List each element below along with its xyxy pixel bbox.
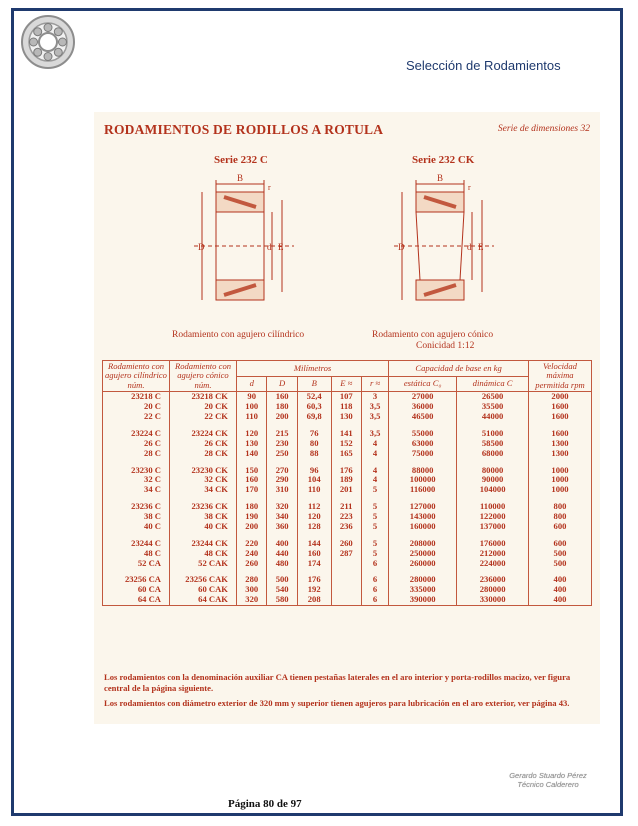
table-cell: 240 <box>237 549 267 559</box>
header-static: estática C₀ <box>389 376 457 392</box>
table-cell: 3,5 <box>361 412 388 422</box>
table-cell: 27000 <box>389 392 457 402</box>
table-cell: 287 <box>331 549 361 559</box>
table-cell: 80 <box>297 439 331 449</box>
caption-conical: Rodamiento con agujero cónico <box>372 330 494 340</box>
table-cell: 28 CK <box>170 449 237 459</box>
table-cell: 76 <box>297 429 331 439</box>
table-cell: 23224 CK <box>170 429 237 439</box>
table-row <box>103 559 592 569</box>
caption-taper: Conicidad 1:12 <box>416 341 475 351</box>
table-cell: 26 CK <box>170 439 237 449</box>
table-cell: 128 <box>297 522 331 532</box>
table-cell: 46500 <box>389 412 457 422</box>
table-cell <box>331 559 361 569</box>
series-label-conical: Serie 232 CK <box>412 154 475 166</box>
table-cell: 23230 C <box>103 466 170 476</box>
table-cell: 4 <box>361 475 388 485</box>
table-cell: 208 <box>297 595 331 605</box>
table-cell: 320 <box>237 595 267 605</box>
table-cell: 120 <box>297 512 331 522</box>
header-speed: Velocidad máxima permitida rpm <box>529 361 592 392</box>
table-cell: 800 <box>529 512 592 522</box>
table-cell: 200 <box>267 412 297 422</box>
table-cell: 116000 <box>389 485 457 495</box>
label-d: d <box>267 242 272 252</box>
table-cell: 440 <box>267 549 297 559</box>
table-cell: 500 <box>529 559 592 569</box>
table-cell <box>331 575 361 585</box>
table-cell: 160 <box>237 475 267 485</box>
table-cell: 35500 <box>457 402 529 412</box>
table-row <box>103 549 592 559</box>
table-cell: 270 <box>267 466 297 476</box>
header-cylindrical: Rodamiento con agujero cilíndrico núm. <box>103 361 170 392</box>
table-cell: 64 CA <box>103 595 170 605</box>
table-cell: 152 <box>331 439 361 449</box>
table-cell: 100000 <box>389 475 457 485</box>
table-cell: 250000 <box>389 549 457 559</box>
table-cell: 130 <box>237 439 267 449</box>
dimension-series-label: Serie de dimensiones 32 <box>497 124 590 134</box>
table-cell: 36000 <box>389 402 457 412</box>
header-D: D <box>267 376 297 392</box>
table-cell: 200 <box>237 522 267 532</box>
table-cell: 20 CK <box>170 402 237 412</box>
table-cell: 122000 <box>457 512 529 522</box>
table-cell: 110000 <box>457 502 529 512</box>
header-conical: Rodamiento con agujero cónico núm. <box>170 361 237 392</box>
table-cell: 112 <box>297 502 331 512</box>
table-cell: 127000 <box>389 502 457 512</box>
table-cell: 44000 <box>457 412 529 422</box>
table-cell: 5 <box>361 502 388 512</box>
table-cell: 280 <box>237 575 267 585</box>
table-cell: 3,5 <box>361 402 388 412</box>
table-cell: 32 CK <box>170 475 237 485</box>
table-cell: 23244 C <box>103 539 170 549</box>
table-cell: 96 <box>297 466 331 476</box>
table-cell: 38 C <box>103 512 170 522</box>
page-number: Página 80 de 97 <box>228 798 302 810</box>
table-cell: 22 C <box>103 412 170 422</box>
table-cell: 104 <box>297 475 331 485</box>
bearing-specs-table <box>102 360 592 606</box>
table-cell: 1000 <box>529 475 592 485</box>
table-cell: 88 <box>297 449 331 459</box>
catalog-title: RODAMIENTOS DE RODILLOS A ROTULA <box>104 122 384 137</box>
table-row <box>103 595 592 605</box>
table-cell: 28 C <box>103 449 170 459</box>
table-cell: 6 <box>361 575 388 585</box>
table-cell: 144 <box>297 539 331 549</box>
table-cell: 390000 <box>389 595 457 605</box>
label-E: E <box>278 242 284 252</box>
table-cell <box>331 595 361 605</box>
table-cell: 215 <box>267 429 297 439</box>
table-cell: 23256 CAK <box>170 575 237 585</box>
table-cell: 400 <box>529 575 592 585</box>
table-cell: 60 CAK <box>170 585 237 595</box>
table-cell: 48 C <box>103 549 170 559</box>
table-cell: 23236 CK <box>170 502 237 512</box>
table-cell: 400 <box>529 585 592 595</box>
table-row <box>103 412 592 422</box>
table-cell: 40 C <box>103 522 170 532</box>
table-cell: 107 <box>331 392 361 402</box>
table-cell: 260 <box>237 559 267 569</box>
table-cell: 4 <box>361 449 388 459</box>
table-cell: 40 CK <box>170 522 237 532</box>
note-lubrication: Los rodamientos con diámetro exterior de 320 mm y superior tienen agujeros para lubricación en el aro exterior, ver página 43. <box>104 698 570 708</box>
table-cell: 100 <box>237 402 267 412</box>
table-cell: 63000 <box>389 439 457 449</box>
table-cell: 310 <box>267 485 297 495</box>
table-cell: 360 <box>267 522 297 532</box>
table-cell: 223 <box>331 512 361 522</box>
table-cell: 1300 <box>529 439 592 449</box>
table-cell: 236 <box>331 522 361 532</box>
table-cell: 1000 <box>529 485 592 495</box>
table-row <box>103 522 592 532</box>
table-cell: 58500 <box>457 439 529 449</box>
signature-name: Gerardo Stuardo Pérez <box>509 771 587 780</box>
table-cell: 5 <box>361 522 388 532</box>
table-cell: 150 <box>237 466 267 476</box>
bearing-diagram-cylindrical <box>194 170 294 320</box>
table-cell: 800 <box>529 502 592 512</box>
table-cell: 1000 <box>529 466 592 476</box>
table-cell: 137000 <box>457 522 529 532</box>
table-cell: 260000 <box>389 559 457 569</box>
table-cell: 52 CAK <box>170 559 237 569</box>
header-B: B <box>297 376 331 392</box>
page-header-title: Selección de Rodamientos <box>406 58 561 73</box>
table-cell: 160 <box>297 549 331 559</box>
table-cell: 6 <box>361 585 388 595</box>
table-cell: 64 CAK <box>170 595 237 605</box>
table-cell: 2000 <box>529 392 592 402</box>
table-cell: 160000 <box>389 522 457 532</box>
table-cell: 5 <box>361 539 388 549</box>
header-capacity: Capacidad de base en kg <box>389 361 529 377</box>
table-cell: 23256 CA <box>103 575 170 585</box>
table-cell: 170 <box>237 485 267 495</box>
table-cell: 23244 CK <box>170 539 237 549</box>
table-cell: 500 <box>267 575 297 585</box>
table-cell: 280000 <box>389 575 457 585</box>
table-cell: 6 <box>361 595 388 605</box>
table-cell: 1600 <box>529 412 592 422</box>
table-cell: 160 <box>267 392 297 402</box>
table-cell: 250 <box>267 449 297 459</box>
table-cell: 38 CK <box>170 512 237 522</box>
table-cell: 335000 <box>389 585 457 595</box>
table-cell: 69,8 <box>297 412 331 422</box>
table-cell: 3,5 <box>361 429 388 439</box>
table-cell: 176 <box>297 575 331 585</box>
table-cell: 26500 <box>457 392 529 402</box>
bearing-diagram-conical <box>394 170 494 320</box>
table-cell: 110 <box>297 485 331 495</box>
table-cell: 130 <box>331 412 361 422</box>
table-cell: 201 <box>331 485 361 495</box>
table-cell: 480 <box>267 559 297 569</box>
table-cell: 90000 <box>457 475 529 485</box>
table-cell: 180 <box>237 502 267 512</box>
table-cell: 208000 <box>389 539 457 549</box>
table-cell: 104000 <box>457 485 529 495</box>
table-cell: 143000 <box>389 512 457 522</box>
table-cell: 32 C <box>103 475 170 485</box>
table-cell: 600 <box>529 522 592 532</box>
table-cell: 189 <box>331 475 361 485</box>
table-cell: 23236 C <box>103 502 170 512</box>
table-cell: 5 <box>361 549 388 559</box>
table-cell: 20 C <box>103 402 170 412</box>
table-cell: 34 C <box>103 485 170 495</box>
table-cell: 600 <box>529 539 592 549</box>
table-cell: 340 <box>267 512 297 522</box>
table-cell: 52 CA <box>103 559 170 569</box>
table-cell: 23218 C <box>103 392 170 402</box>
table-cell: 51000 <box>457 429 529 439</box>
table-cell: 3 <box>361 392 388 402</box>
series-label-cylindrical: Serie 232 C <box>214 154 268 166</box>
table-cell: 290 <box>267 475 297 485</box>
table-cell: 260 <box>331 539 361 549</box>
table-cell: 23224 C <box>103 429 170 439</box>
label-r: r <box>468 183 471 192</box>
table-cell: 4 <box>361 466 388 476</box>
scanned-catalog-page <box>94 112 600 724</box>
table-cell: 22 CK <box>170 412 237 422</box>
table-cell: 88000 <box>389 466 457 476</box>
table-row <box>103 485 592 495</box>
table-cell: 1600 <box>529 429 592 439</box>
table-cell: 211 <box>331 502 361 512</box>
label-d: d <box>467 242 472 252</box>
table-cell: 1600 <box>529 402 592 412</box>
table-cell: 230 <box>267 439 297 449</box>
table-cell: 220 <box>237 539 267 549</box>
table-cell: 320 <box>267 502 297 512</box>
header-millimetres: Milímetros <box>237 361 389 377</box>
table-cell: 190 <box>237 512 267 522</box>
table-cell: 5 <box>361 512 388 522</box>
table-cell: 280000 <box>457 585 529 595</box>
table-cell: 192 <box>297 585 331 595</box>
caption-cylindrical: Rodamiento con agujero cilíndrico <box>172 330 305 340</box>
label-D: D <box>398 242 405 252</box>
label-E: E <box>478 242 484 252</box>
table-cell: 52,4 <box>297 392 331 402</box>
header-dynamic: dinámica C <box>457 376 529 392</box>
bearing-logo-icon <box>20 14 76 70</box>
table-cell: 212000 <box>457 549 529 559</box>
label-r: r <box>268 183 271 192</box>
signature-role: Técnico Calderero <box>517 779 579 789</box>
table-cell: 60,3 <box>297 402 331 412</box>
table-cell: 68000 <box>457 449 529 459</box>
table-cell: 500 <box>529 549 592 559</box>
table-cell: 23230 CK <box>170 466 237 476</box>
specs-table-body <box>103 392 592 606</box>
table-cell: 34 CK <box>170 485 237 495</box>
table-cell: 80000 <box>457 466 529 476</box>
table-row <box>103 585 592 595</box>
table-cell: 5 <box>361 485 388 495</box>
signature-watermark <box>498 772 598 789</box>
label-B: B <box>236 173 244 183</box>
header-d: d <box>237 376 267 392</box>
table-cell: 224000 <box>457 559 529 569</box>
table-cell: 60 CA <box>103 585 170 595</box>
note-ca-bearings: Los rodamientos con la denominación auxiliar CA tienen pestañas laterales en el aro interior y porta-rodillos macizo, ver figura central de la página siguiente. <box>104 672 571 693</box>
table-row <box>103 575 592 585</box>
table-cell: 1300 <box>529 449 592 459</box>
table-cell: 120 <box>237 429 267 439</box>
table-cell: 26 C <box>103 439 170 449</box>
label-D: D <box>198 242 205 252</box>
table-cell: 6 <box>361 559 388 569</box>
table-cell: 174 <box>297 559 331 569</box>
table-cell: 580 <box>267 595 297 605</box>
spacer-cell <box>331 568 361 575</box>
table-cell <box>331 585 361 595</box>
table-cell: 236000 <box>457 575 529 585</box>
table-cell: 176000 <box>457 539 529 549</box>
table-cell: 48 CK <box>170 549 237 559</box>
table-cell: 400 <box>267 539 297 549</box>
table-cell: 4 <box>361 439 388 449</box>
table-cell: 110 <box>237 412 267 422</box>
table-cell: 55000 <box>389 429 457 439</box>
group-spacer <box>103 568 592 575</box>
table-cell: 90 <box>237 392 267 402</box>
table-cell: 23218 CK <box>170 392 237 402</box>
table-cell: 140 <box>237 449 267 459</box>
table-cell: 400 <box>529 595 592 605</box>
table-cell: 540 <box>267 585 297 595</box>
table-cell: 75000 <box>389 449 457 459</box>
table-cell: 118 <box>331 402 361 412</box>
table-cell: 180 <box>267 402 297 412</box>
table-row <box>103 449 592 459</box>
table-cell: 330000 <box>457 595 529 605</box>
table-cell: 165 <box>331 449 361 459</box>
header-r: r ≈ <box>361 376 388 392</box>
table-cell: 300 <box>237 585 267 595</box>
table-cell: 141 <box>331 429 361 439</box>
header-E: E ≈ <box>331 376 361 392</box>
table-cell: 176 <box>331 466 361 476</box>
label-B: B <box>436 173 444 183</box>
